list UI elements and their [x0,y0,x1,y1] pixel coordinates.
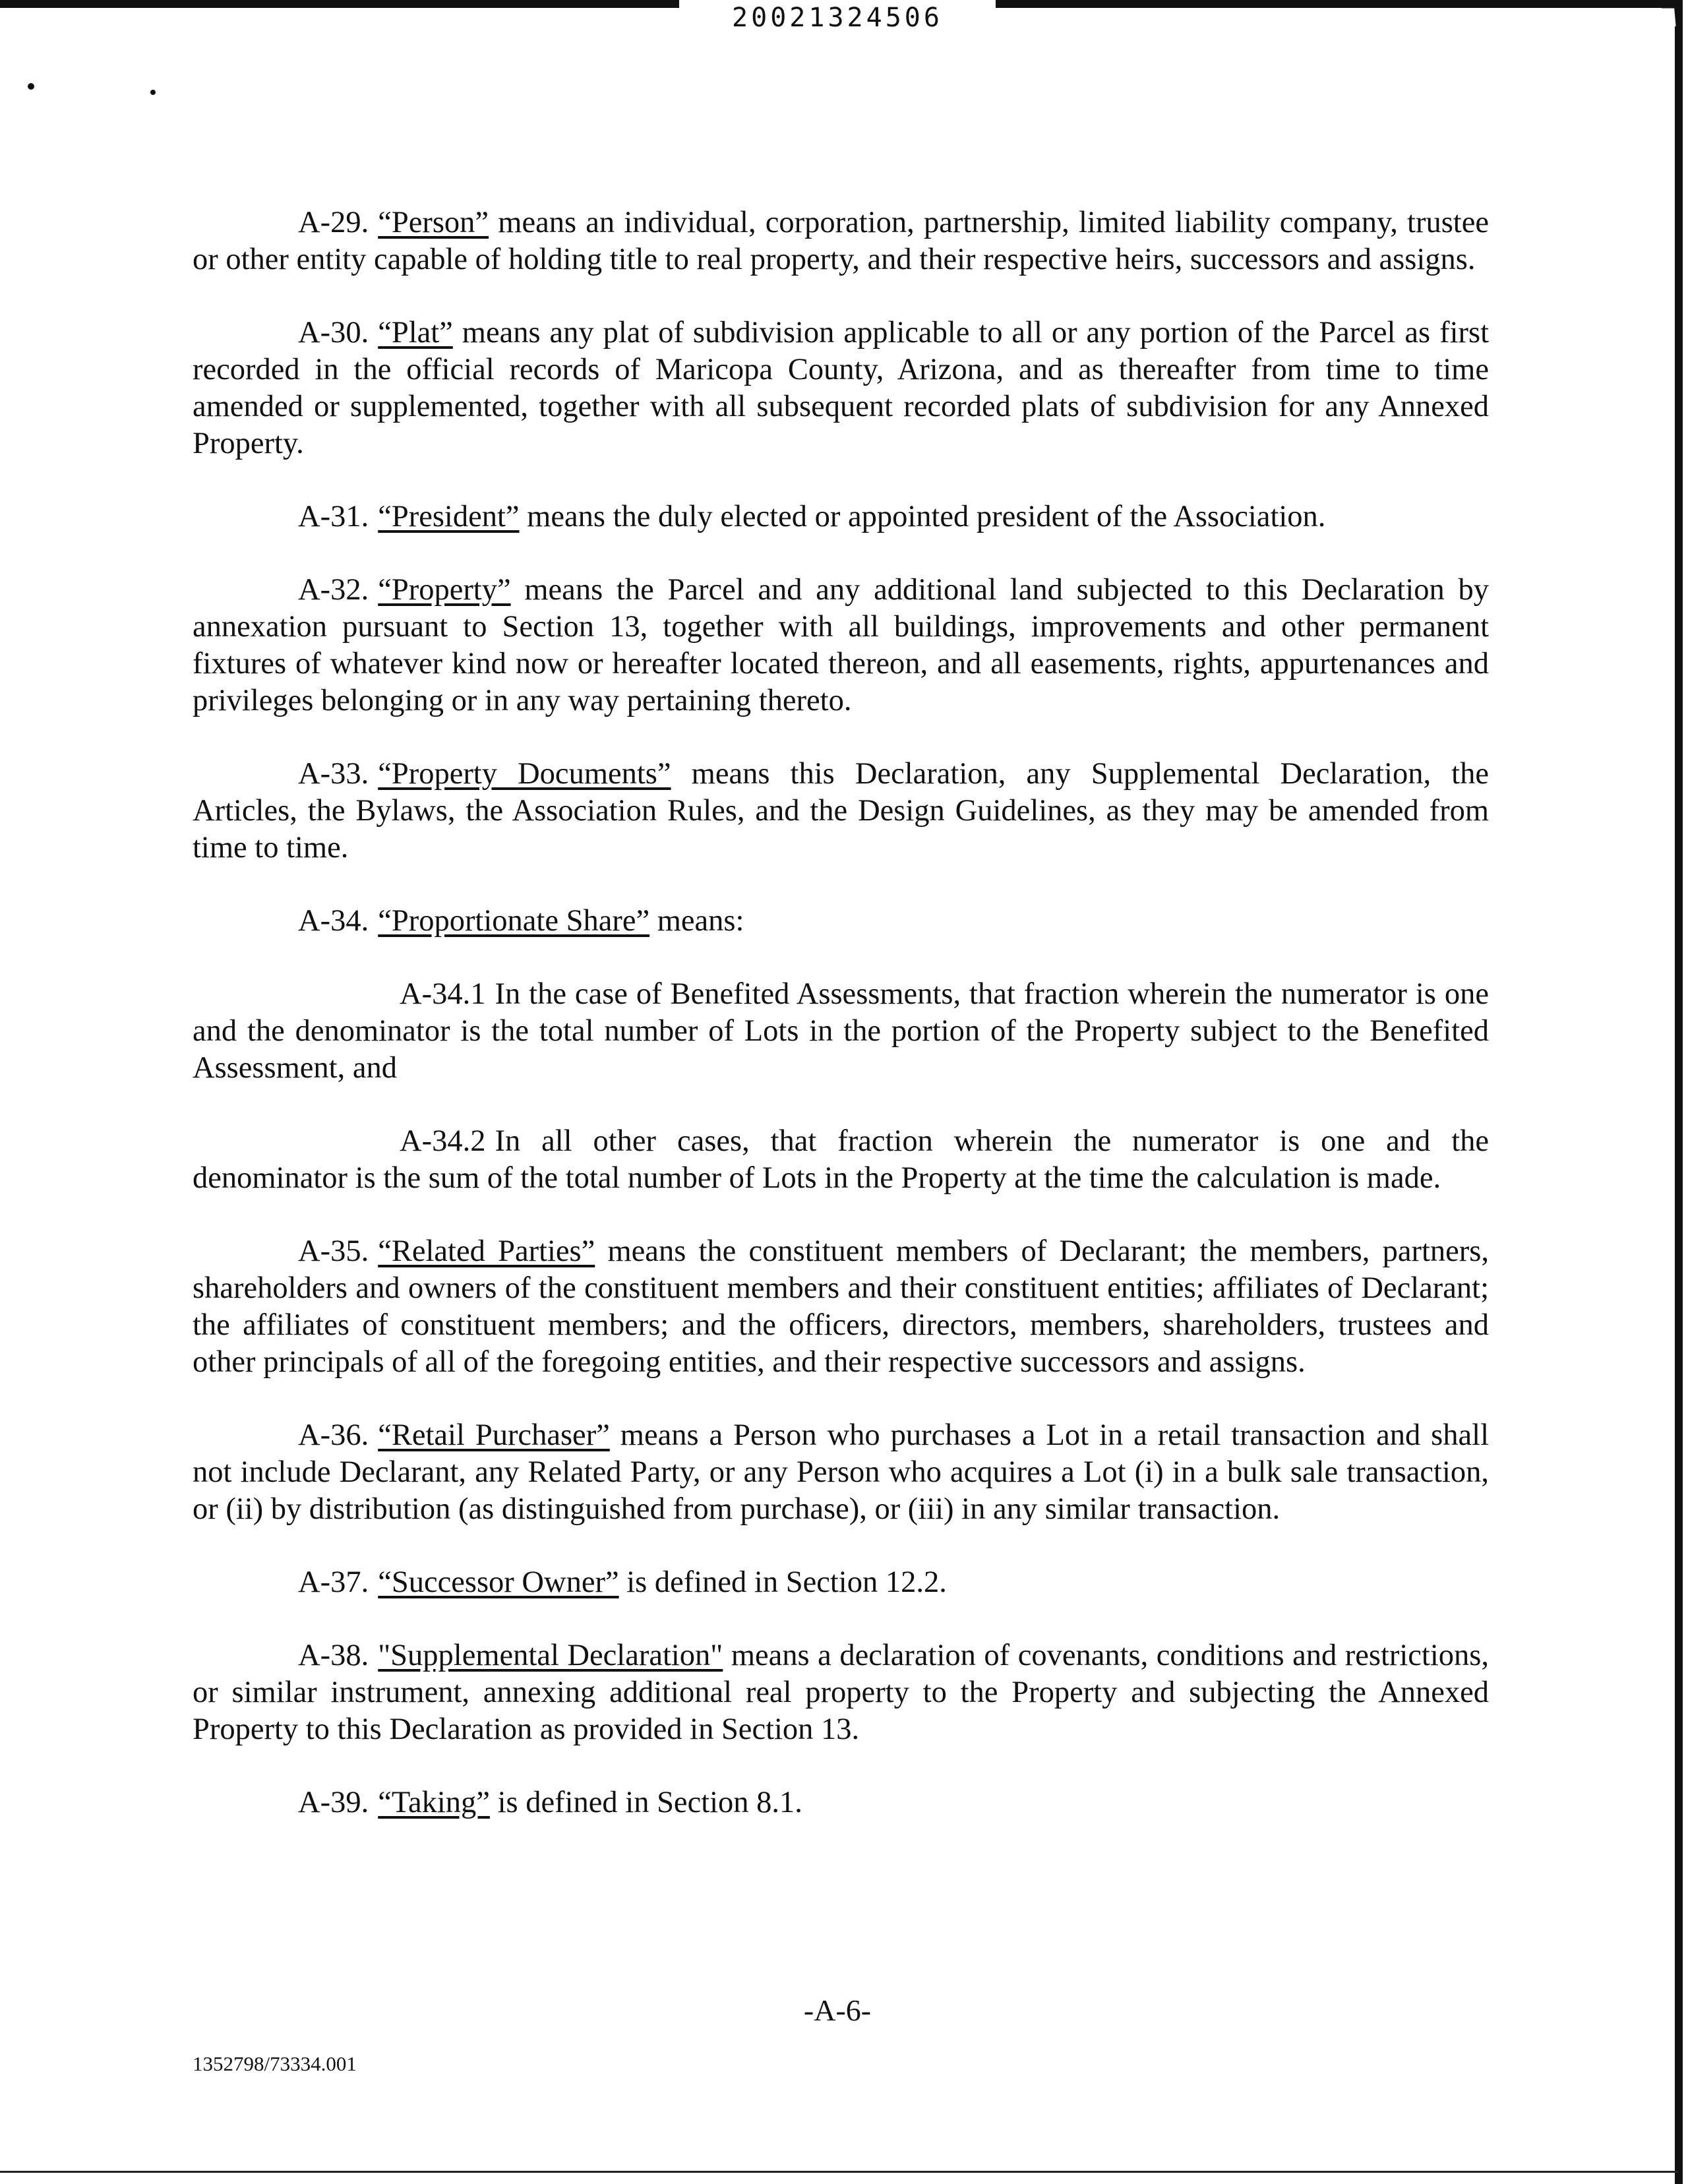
definition-label: A-36. [298,1418,369,1452]
sub-definition-label: A-34.1 [400,977,486,1011]
definition-text: means the Parcel and any additional land subjected to this Declaration by annexation pursuant to Section 13, together with all buildings, improvements and other permanent fixtures of whatever kind now or hereafter located thereon, and all easements, rights, appurtenances and privileges belonging or in any way pertaining thereto. [193,573,1489,717]
definition-paragraph [193,756,1489,866]
definition-paragraph [193,1784,1489,1821]
definition-label: A-38. [298,1639,369,1672]
definition-paragraph [193,1564,1489,1601]
definition-term: “Retail Purchaser” [378,1418,610,1452]
definition-label: A-35. [298,1234,369,1268]
definition-text: means the duly elected or appointed president of the Association. [519,500,1326,533]
sub-definition-label: A-34.2 [400,1124,486,1158]
definition-paragraph [193,1233,1489,1381]
definition-label: A-30. [298,316,369,349]
scan-border-bottom [0,2171,1678,2173]
definition-text: means any plat of subdivision applicable to all or any portion of the Parcel as first recorded in the official records of Maricopa County, Arizona, and as thereafter from time to time amended or supplemented, together with all subsequent recorded plats of subdivision for any Annexed Property. [193,316,1489,460]
scan-border-top-right [996,0,1683,8]
definition-text: means this Declaration, any Supplemental Declaration, the Articles, the Bylaws, the Association Rules, and the Design Guidelines, as they may be amended from time to time. [193,757,1489,864]
definition-paragraph [193,903,1489,940]
scan-speck [28,83,34,90]
sub-definition-paragraph [193,1123,1489,1197]
definition-paragraph [193,1417,1489,1528]
sub-definition-text: In the case of Benefited Assessments, that fraction wherein the numerator is one and the denominator is the total number of Lots in the portion of the Property subject to the Benefited Assessment, and [193,977,1489,1085]
definition-term: “Proportionate Share” [378,904,650,938]
document-body [193,204,1489,1858]
definition-term: “Successor Owner” [378,1565,619,1599]
definition-text: means an individual, corporation, partnership, limited liability company, trustee or other entity capable of holding title to real property, and their respective heirs, successors and assigns. [193,206,1489,276]
definition-text: means the constituent members of Declarant; the members, partners, shareholders and owners of the constituent members and their constituent entities; affiliates of Declarant; the affiliates of constituent members; and the officers, directors, members, shareholders, trustees and other principals of all of the foregoing entities, and their respective successors and assigns. [193,1234,1489,1379]
definition-label: A-31. [298,500,369,533]
definition-label: A-29. [298,206,369,239]
sub-definition-paragraph [193,976,1489,1087]
sub-definition-text: In all other cases, that fraction wherein the numerator is one and the denominator is the sum of the total number of Lots in the Property at the time the calculation is made. [193,1124,1489,1195]
recording-number: 20021324506 [732,3,943,33]
definition-term: “Property Documents” [378,757,671,791]
definition-term: “Property” [378,573,511,607]
definition-paragraph [193,572,1489,719]
definition-paragraph [193,315,1489,462]
definition-text: is defined in Section 12.2. [618,1565,947,1599]
definition-term: "Supplemental Declaration" [378,1639,723,1672]
definition-label: A-37. [298,1565,369,1599]
page-number: -A-6- [803,1993,872,2027]
definition-term: “President” [378,500,520,533]
definition-text: means a declaration of covenants, conditions and restrictions, or similar instrument, annexing additional real property to the Property and subjecting the Annexed Property to this Declaration as provided in Section 13. [193,1639,1489,1746]
definition-label: A-34. [298,904,369,938]
definition-term: “Plat” [378,316,453,349]
document-code: 1352798/73334.001 [193,2052,357,2075]
definition-term: “Person” [378,206,489,239]
definition-term: “Related Parties” [378,1234,595,1268]
scan-border-right [1675,26,1683,2184]
definition-text: means: [649,904,744,938]
definition-paragraph [193,499,1489,535]
definition-term: “Taking” [378,1786,490,1819]
definition-text: is defined in Section 8.1. [489,1786,802,1819]
definition-paragraph [193,1637,1489,1748]
definition-text: means a Person who purchases a Lot in a retail transaction and shall not include Declarant, any Related Party, or any Person who acquires a Lot (i) in a bulk sale transaction, or (ii) by distribution (as distinguished from purchase), or (iii) in any similar transaction. [193,1418,1490,1526]
definition-paragraph [193,204,1489,278]
scan-border-top-left [0,0,679,8]
definition-label: A-32. [298,573,369,607]
scan-speck [150,90,156,95]
definition-label: A-39. [298,1786,369,1819]
definition-label: A-33. [298,757,369,791]
